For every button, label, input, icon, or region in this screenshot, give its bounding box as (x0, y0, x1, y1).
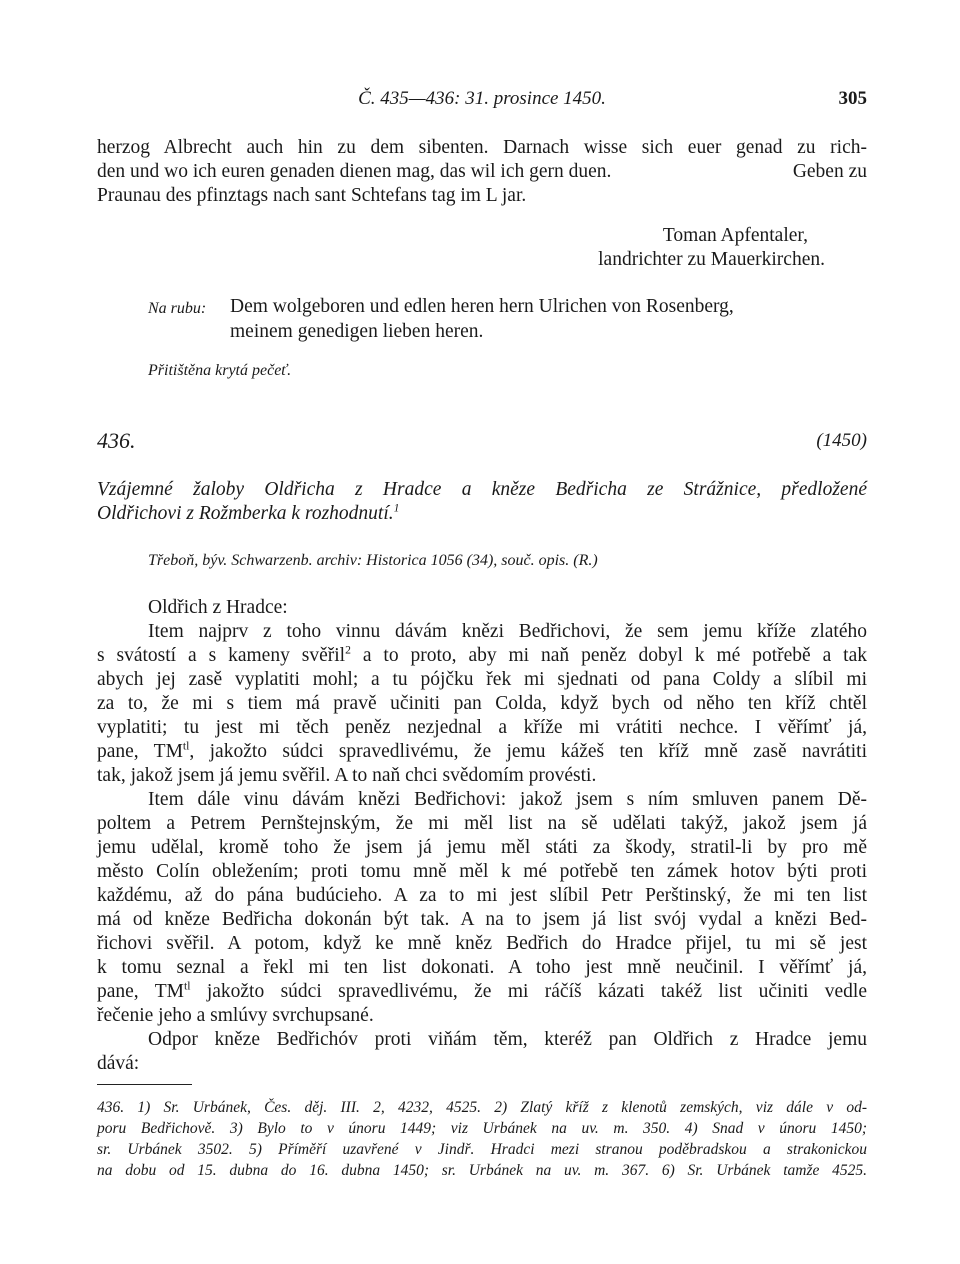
footnote-line: na dobu od 15. dubna do 16. dubna 1450; sr. Urbánek na uv. m. 367. 6) Sr. Urbánek tamže 4525. (97, 1162, 867, 1179)
body-line: poltem a Petrem Pernštejnským, že mi měl list na sě udělati takýž, jakož jsem já (97, 813, 867, 834)
running-title: Č. 435—436: 31. prosince 1450. (358, 88, 606, 109)
text-line: Praunau des pfinztags nach sant Schtefans tag im L jar. (97, 185, 527, 206)
body-line: k tomu seznal a řekl mi ten list dokonati. A toho jest mně neučinil. I věřímť já, (97, 957, 867, 978)
body-line: Item dále vinu dávám knězi Bedřichovi: jakož jsem s ním smluven panem Dě- (148, 789, 867, 810)
body-line: pane, $TM^{tl}$ jakožto súdci spravedlivému, že mi ráčíš kázati takéž list učiniti vedle (97, 979, 867, 1002)
entry-date: (1450) (816, 430, 867, 451)
text-line: herzog Albrecht auch hin zu dem sibenten. Darnach wisse sich euer genad zu rich- (97, 137, 867, 158)
address-line: Dem wolgeboren und edlen heren hern Ulrichen von Rosenberg, (230, 296, 734, 317)
body-line: vyplatiti; tu jest mi těch peněz nezjednal a kříže mi vrátiti nechce. I věřímť já, (97, 717, 867, 738)
source-note: Třeboň, býv. Schwarzenb. archiv: Historica 1056 (34), souč. opis. (R.) (148, 552, 598, 569)
footnote-line: 436. 1) Sr. Urbánek, Čes. děj. III. 2, 4232, 4525. 2) Zlatý kříž z klenotů zemských, viz dále v od- (97, 1099, 867, 1116)
body-line: má od kněze Bedřicha dokonán být tak. A na to jsem já list svój vydal a knězi Bed- (97, 909, 867, 930)
body-line: abych jej zasě vyplatiti mohl; a tu pójčku řek mi sjednati od pana Coldy a slíbil mi (97, 669, 867, 690)
body-line: tak, jakož jsem já jemu svěřil. A to naň chci svědomím provésti. (97, 765, 597, 786)
body-line: dává: (97, 1053, 140, 1074)
seal-note: Přitištěna krytá pečeť. (148, 362, 292, 379)
entry-number: 436. (97, 428, 136, 453)
page-number: 305 (838, 88, 867, 109)
text-line: den und wo ich euren genaden dienen mag, das wil ich gern duen. Geben zu (97, 161, 867, 182)
body-line: město Colín obležením; proti tomu mně měl k mé potřebě ten zámek hotov býti proti (97, 861, 867, 882)
running-header (97, 88, 867, 114)
body-line: s svátostí a s kameny svěřil$^2$ a to proto, aby mi naň peněz dobyl k mé potřebě a tak (97, 643, 867, 666)
summary-line: Oldřichovi z Rožmberka k rozhodnutí.$^1$ (97, 501, 400, 524)
signature-title: landrichter zu Mauerkirchen. (598, 249, 825, 270)
body-line: Odpor kněze Bedřichóv proti viňám těm, kteréž pan Oldřich z Hradce jemu (148, 1029, 867, 1050)
footnote-divider (97, 1084, 192, 1085)
signature-name: Toman Apfentaler, (662, 225, 808, 246)
body-line: pane, $TM^{tl}$, jakožto súdci spravedlivému, že jemu kážeš ten kříž mně zasě navrátiti (97, 739, 867, 762)
address-line: meinem genedigen lieben heren. (230, 321, 484, 342)
body-line: řečenie jeho a smlúvy svrchupsané. (97, 1005, 374, 1026)
speaker: Oldřich z Hradce: (148, 597, 288, 618)
body-line: za to, že mi s tiem má pravě učiniti pan Colda, když bych od něho ten kříž chtěl (97, 693, 867, 714)
address-label: Na rubu: (148, 300, 207, 317)
footnote-line: sr. Urbánek 3502. 5) Příměří uzavřené v Jindř. Hradci mezi stranou poděbradskou a strakonickou (97, 1141, 867, 1158)
footnote-line: poru Bedřichově. 3) Bylo to v únoru 1449; viz Urbánek na uv. m. 350. 4) Snad v únoru 1450; (97, 1120, 867, 1137)
body-line: každému, až do pána budúcieho. A za to mi jest slíbil Petr Perštinský, že mi ten list (97, 885, 867, 906)
body-line: Item najprv z toho vinnu dávám knězi Bedřichovi, že sem jemu kříže zlatého (148, 621, 867, 642)
body-line: řichovi svěřil. A potom, když ke mně kněz Bedřich do Hradce přijel, tu mi sě jest (97, 933, 867, 954)
summary-line: Vzájemné žaloby Oldřicha z Hradce a kněze Bedřicha ze Strážnice, předložené (97, 479, 867, 500)
body-line: jemu udělal, kromě toho že jsem já jemu měl státi za škody, stratil-li by pro mě (97, 837, 867, 858)
